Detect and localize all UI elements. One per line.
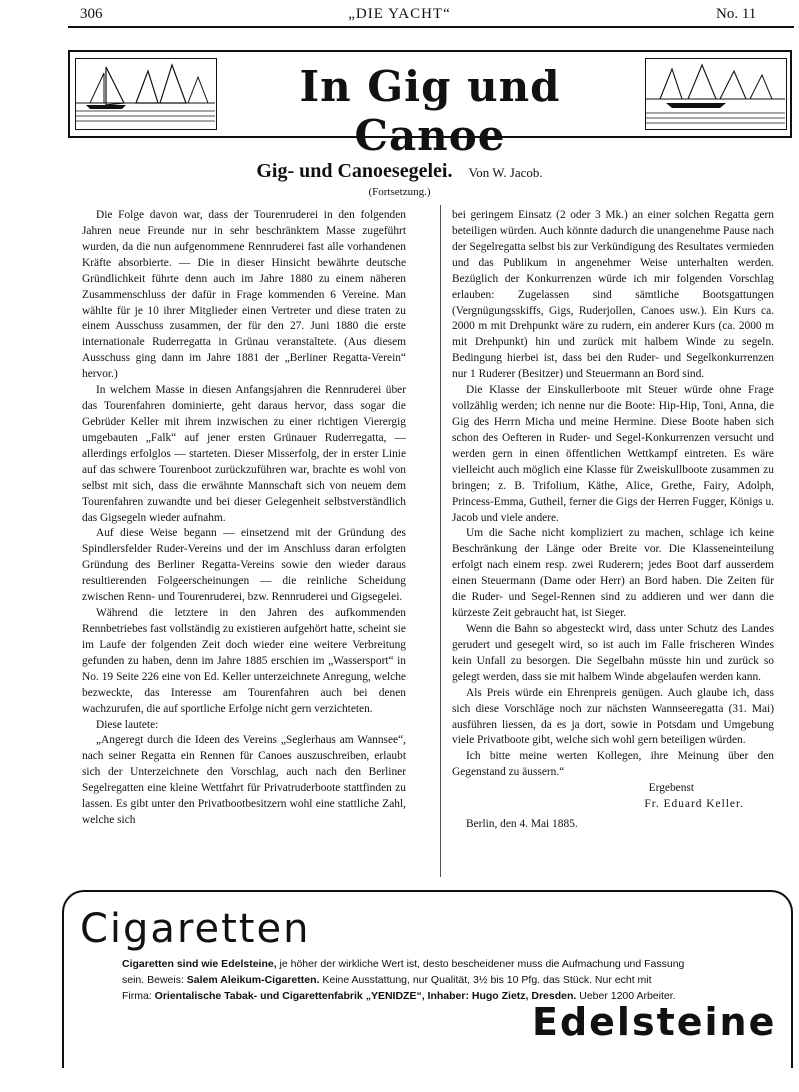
paragraph: Wenn die Bahn so abgesteckt wird, dass unter Schutz des Landes gerudert und gesegelt wird, so ist auch im Falle frischeren Windes kein Unfall zu besorgen. Die Segelbahn müsste hin und zurück so gelegt werden, dass sie mit halbem Winde abgelaufen werden kann. bbox=[452, 622, 774, 683]
paragraph: „Angeregt durch die Ideen des Vereins „Seglerhaus am Wannsee“, nach seiner Regatta ein Rennen für Canoes auszuschreiben, erlaubt sich der Unterzeichnete den Vorschlag, auch nach den Berliner Segelregatten eine kleine Wettfahrt für Privatruderboote stattfinden zu lassen. Es gibt unter den Privatbootbesitzern wohl eine stattliche Zahl, welche sich bbox=[82, 734, 406, 827]
article-author: Von W. Jacob. bbox=[468, 165, 543, 180]
ad-line-text: je höher der wirkliche Wert ist, desto bescheidener muss die Aufmachung und Fassung bbox=[276, 958, 685, 970]
paragraph: Während die letztere in den Jahren des aufkommenden Rennbetriebes fast vollständig zu existieren aufgehört hatte, scheint sie im Laufe der folgenden Zeit doch wieder eine weitere Verbreitung gefunden zu haben, denn im Jahre 1885 erschien im „Wassersport“ in No. 19 Seite 226 eine von Ed. Keller unterzeichnete Anregung, welche bezweckte, das Interesse am Tourenfahren auch bei denen wachzurufen, die auf sportliche Erfolge nicht gern verzichteten. bbox=[82, 607, 406, 715]
ad-line-text: Firma: bbox=[122, 990, 155, 1002]
sailboats-illustration-left bbox=[75, 58, 217, 130]
ad-text bbox=[122, 956, 722, 1004]
paragraph: In welchem Masse in diesen Anfangsjahren die Rennruderei über das Tourenfahren dominierte, geht daraus hervor, dass sogar die Gebrüder Keller mit ihrem inzwischen zu einer richtigen Vierergig umgebauten „Falk“ auf jener ersten Grünauer Ruderregatta, — allerdings erfolglos — starteten. Dieser Misserfolg, der in erster Linie auf das schwere Tourenboot zurückzuführen war, brachte es wohl von selbst mit sich, dass die erwähnte Mannschaft sich von neuem dem Tourenfahren zuwandte und bei dieser Gelegenheit selbstverständlich das Gigsegeln wieder aufnahm. bbox=[82, 384, 406, 524]
signature: Fr. Eduard Keller. bbox=[644, 798, 744, 811]
paragraph: Um die Sache nicht kompliziert zu machen, schlage ich keine Beschränkung der Länge oder Breite vor. Die Klasseneinteilung erfolgt nach einem resp. zwei Ruderern; jedes Boot darf ausserdem einen Steuermann (Dame oder Herr) an Bord haben. Die Zeiten für die Ruder- und Segel-Rennen sind zu addieren und wer dann die kürzeste Zeit gebraucht hat, ist Sieger. bbox=[452, 527, 774, 620]
ad-line bbox=[122, 972, 722, 988]
date-line: Berlin, den 4. Mai 1885. bbox=[466, 818, 578, 831]
paragraph: Die Klasse der Einskullerboote mit Steuer würde ohne Frage vollzählig werden; ich nenne nur die Boote: Hip-Hip, Toni, Anna, die Gig des Herrn Micha und meine Hermine. Diese Boote haben sich schon des Oefteren in Ruder- und Segel-Konkurrenzen versucht und werden gern in einen öffentlichen Wettkampf eintreten. Es wäre vielleicht auch möglich eine Klasse für Zweiskullboote zusammen zu bringen; z. B. Trifolium, Käthe, Alice, Grethe, Fairy, Adolph, Princess-Emma, Gutheil, ferner die Gigs der Herren Fugger, Königs u. Jacob und viele andere. bbox=[452, 384, 774, 524]
header-rule bbox=[68, 26, 794, 28]
journal-title: „DIE YACHT“ bbox=[348, 6, 451, 22]
paragraph: bei geringem Einsatz (2 oder 3 Mk.) an einer solchen Regatta gern beteiligen würden. Auch könnte dadurch die unangenehme Pause nach der Segelregatta selbst bis zur Verkündigung des Resultates vermieden und das Publikum in angenehmer Weise unterhalten werden. Bezüglich der Konkurrenzen würde ich mir folgenden Vorschlag erlauben: Zugelassen sind sämtliche Bootsgattungen (Vergnügungsskiffs, Gigs, Ruderjollen, Canoes usw.). Ein Kurs ca. 2000 m mit Drehpunkt wäre zu rudern, ein anderer Kurs (ca. 2000 m mit Drehpunkt) hin und zurück mit halbem Winde zu segeln. Bedingung hierbei ist, dass bei den Ruder- und Segelkonkurrenzen nur 1 Ruderer (Besitzer) und Steuermann an Bord sind. bbox=[452, 209, 774, 381]
ad-title: Cigaretten bbox=[80, 906, 311, 952]
ad-line-text: Ueber 1200 Arbeiter. bbox=[576, 990, 676, 1002]
closing: Ergebenst bbox=[648, 782, 694, 795]
ad-line-text: sein. Beweis: bbox=[122, 974, 187, 986]
ad-line-bold: Orientalische Tabak- und Cigarettenfabrik „YENIDZE“, Inhaber: Hugo Zietz, Dresden. bbox=[154, 990, 577, 1002]
right-column bbox=[452, 208, 774, 833]
paragraph: Die Folge davon war, dass der Tourenruderei in den folgenden Jahren neue Freunde nur in sehr beschränktem Masse zugeführt wurden, da die nun aufgenommene Rennruderei fast alle vorhandenen Kräfte absorbierte. — Die in dieser Hinsicht bewährte deutsche Gründlichkeit führte denn auch im Jahre 1880 zu einem näheren Zusammenschluss der dafür in Frage kommenden 6 Vereine. Man wählte für je 10 ihrer Mitglieder einen Vertreter und diese traten zu einem Ausschuss zusammen, der für den 27. Juni 1880 die erste internationale Ruderregatta in Grünau veranstaltete. (Aus diesem Ausschuss ging dann im Jahre 1881 der „Berliner Regatta-Verein“ hervor.) bbox=[82, 209, 406, 381]
article-heading bbox=[0, 160, 799, 183]
continuation-note: (Fortsetzung.) bbox=[368, 186, 431, 198]
sailboats-illustration-right bbox=[645, 58, 787, 130]
ad-line-bold: Cigaretten sind wie Edelsteine, bbox=[122, 958, 277, 970]
ad-line-text: Keine Ausstattung, nur Qualität, 3½ bis 10 Pfg. das Stück. Nur echt mit bbox=[319, 974, 652, 986]
ad-slogan: Edelsteine bbox=[532, 1000, 777, 1044]
banner-title: In Gig und Canoe bbox=[299, 62, 561, 160]
left-column bbox=[82, 208, 406, 829]
column-divider bbox=[440, 205, 441, 877]
paragraph: Diese lautete: bbox=[96, 718, 159, 731]
page-number: 306 bbox=[80, 6, 103, 22]
issue-number: No. 11 bbox=[716, 6, 757, 22]
paragraph: Ich bitte meine werten Kollegen, ihre Meinung über den Gegenstand zu äussern.“ bbox=[452, 750, 774, 779]
article-title: Gig- und Canoesegelei. bbox=[256, 160, 453, 182]
paragraph: Als Preis würde ein Ehrenpreis genügen. Auch glaube ich, dass sich diese Vorschläge noch zur nächsten Wannseeregatta (31. Mai) ausführen liessen, da es ja dort, sowie in Potsdam und Umgebung viele Privatboote gibt, welche sich wohl gern beteiligen würden. bbox=[452, 686, 774, 747]
section-banner bbox=[68, 50, 792, 160]
ad-line-bold: Salem Aleikum-Cigaretten. bbox=[186, 974, 320, 986]
paragraph: Auf diese Weise begann — einsetzend mit der Gründung des Spindlersfelder Ruder-Vereins und der im Anschluss daran erfolgten Gründung des Berliner Regatta-Vereins sowie den wieder daraus resultierenden Folgeerscheinungen — die reinliche Scheidung zwischen Renn- und Tourenruderei, bzw. Rennruderei und Gigsegelei. bbox=[82, 527, 406, 604]
ad-line bbox=[122, 956, 722, 972]
